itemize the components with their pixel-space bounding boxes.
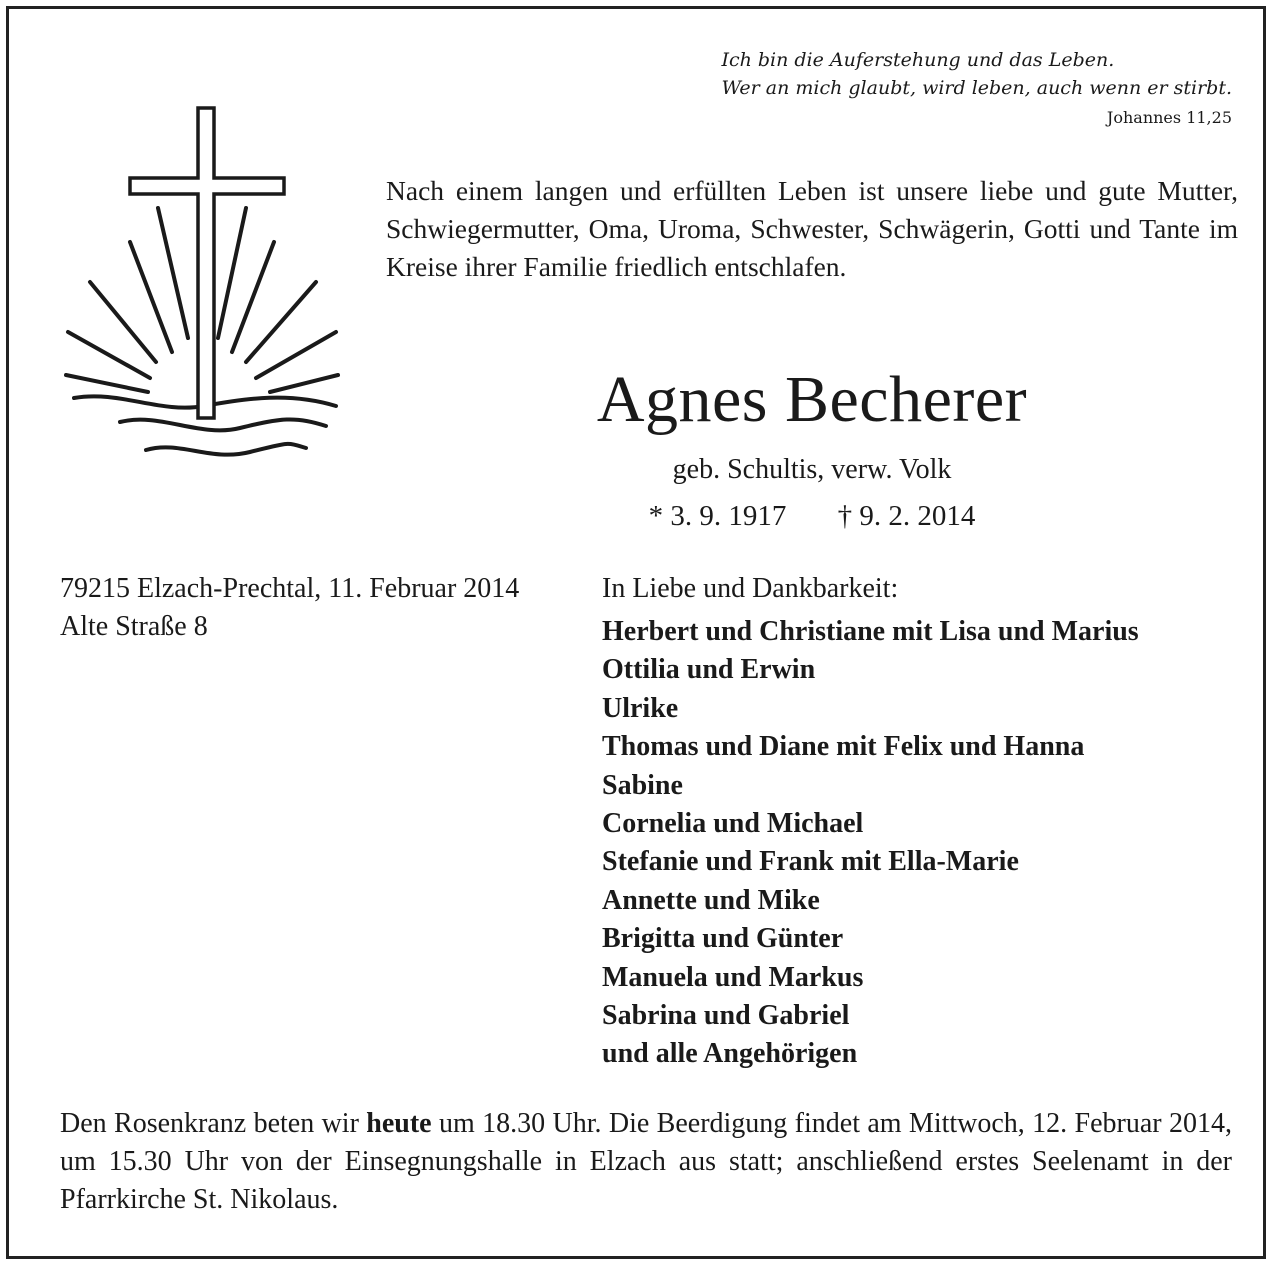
deceased-name: Agnes Becherer <box>596 363 1028 436</box>
death-date: † 9. 2. 2014 <box>837 500 976 532</box>
mourner: Manuela und Markus <box>602 961 864 993</box>
closing-text-before: Den Rosenkranz beten wir <box>60 1108 367 1139</box>
verse-line-2: Wer an mich glaubt, wird leben, auch wenn er stirbt. <box>721 77 1232 99</box>
mourner: Sabrina und Gabriel <box>602 1000 850 1032</box>
verse-line-1: Ich bin die Auferstehung und das Leben. <box>721 49 1115 71</box>
sender-address <box>60 570 519 646</box>
life-dates <box>386 500 1238 533</box>
mourner: Brigitta und Günter <box>602 923 844 955</box>
mourner: Ulrike <box>602 692 679 724</box>
thanks-heading: In Liebe und Dankbarkeit: <box>602 573 899 604</box>
intro-text: Nach einem langen und erfüllten Leben ist unsere liebe und gute Mutter, Schwiegermutter, Oma, Uroma, Schwester, Schwägerin, Gotti und Tante im Kreise ihrer Familie friedlich entschlafen. <box>386 175 1238 282</box>
place-date: 79215 Elzach-Prechtal, 11. Februar 2014 <box>60 573 520 604</box>
mourner: Annette und Mike <box>602 884 820 916</box>
mourner: Cornelia und Michael <box>602 808 864 840</box>
bible-verse <box>721 46 1232 127</box>
street: Alte Straße 8 <box>60 611 208 642</box>
cross-with-rays-over-water-icon <box>60 100 350 470</box>
mourner: und alle Angehörigen <box>602 1038 858 1070</box>
birth-date: * 3. 9. 1917 <box>648 500 787 532</box>
mourner: Herbert und Christiane mit Lisa und Marius <box>602 616 1139 647</box>
mourner: Ottilia und Erwin <box>602 654 816 686</box>
funeral-information <box>60 1105 1232 1219</box>
mourner: Stefanie und Frank mit Ella-Marie <box>602 846 1019 878</box>
verse-source: Johannes 11,25 <box>1106 108 1232 127</box>
mourner: Thomas und Diane mit Felix und Hanna <box>602 731 1085 763</box>
closing-text-after: um 18.30 Uhr. Die Beerdigung findet am Mittwoch, 12. Februar 2014, um 15.30 Uhr von der Einsegnungshalle in Elzach aus statt; anschließend erstes Seelenamt in der Pfarrkirche St. Nikolaus. <box>60 1108 1232 1215</box>
mourner: Sabine <box>602 769 683 801</box>
mourners-list <box>602 613 1139 1074</box>
closing-emphasis: heute <box>366 1108 432 1139</box>
birth-names: geb. Schultis, verw. Volk <box>672 454 952 485</box>
